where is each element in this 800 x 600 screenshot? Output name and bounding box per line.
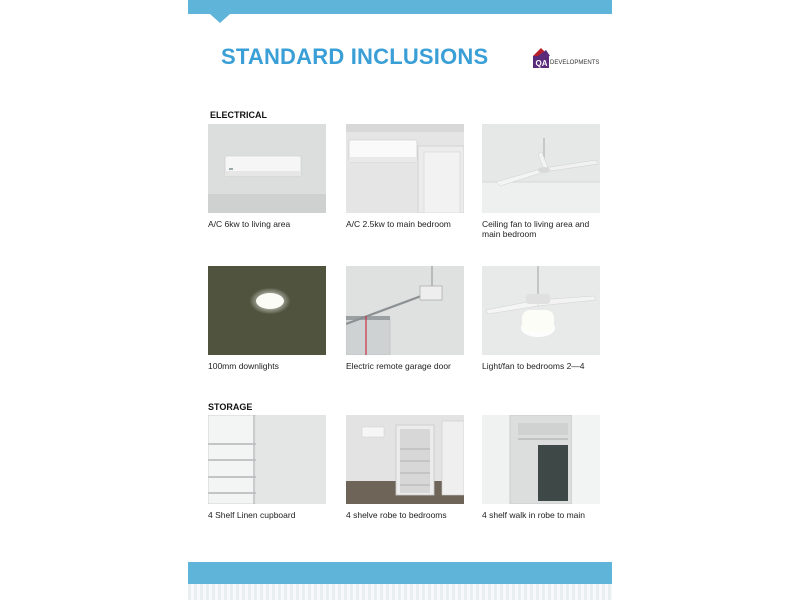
banner-notch xyxy=(210,14,230,23)
caption-light-fan: Light/fan to bedrooms 2—4 xyxy=(482,361,585,371)
ceiling-fan-photo xyxy=(482,124,600,213)
caption-ac-living: A/C 6kw to living area xyxy=(208,219,291,229)
tile-ceiling-fan xyxy=(482,124,600,239)
split-ac-photo xyxy=(208,124,326,213)
caption-ac-bedroom: A/C 2.5kw to main bedroom xyxy=(346,219,451,229)
caption-garage-door: Electric remote garage door xyxy=(346,361,451,371)
caption-downlights: 100mm downlights xyxy=(208,361,279,371)
tile-downlights xyxy=(208,266,326,371)
bottom-stripe xyxy=(188,584,612,600)
company-logo xyxy=(532,46,602,70)
section-label-electrical: ELECTRICAL xyxy=(210,110,267,120)
tile-bedroom-robe xyxy=(346,415,464,520)
tile-walk-in-robe xyxy=(482,415,600,520)
caption-linen-cupboard: 4 Shelf Linen cupboard xyxy=(208,510,296,520)
caption-ceiling-fan: Ceiling fan to living area and main bedroom xyxy=(482,219,590,239)
tile-ac-bedroom xyxy=(346,124,464,229)
tile-light-fan xyxy=(482,266,600,371)
brochure-page xyxy=(188,0,612,600)
logo-text: DEVELOPMENTS xyxy=(550,60,600,66)
tile-ac-living xyxy=(208,124,326,229)
top-banner xyxy=(188,0,612,14)
tile-garage-door xyxy=(346,266,464,371)
downlight-photo xyxy=(208,266,326,355)
split-ac-photo xyxy=(346,124,464,213)
caption-walk-in-robe: 4 shelf walk in robe to main xyxy=(482,510,585,520)
section-label-storage: STORAGE xyxy=(208,402,253,412)
light-fan-photo xyxy=(482,266,600,355)
linen-cupboard-photo xyxy=(208,415,326,504)
walk-in-robe-photo xyxy=(482,415,600,504)
caption-bedroom-robe: 4 shelve robe to bedrooms xyxy=(346,510,447,520)
bottom-banner xyxy=(188,562,612,584)
page-title: STANDARD INCLUSIONS xyxy=(221,44,489,69)
bedroom-robe-photo xyxy=(346,415,464,504)
logo-mark: QA xyxy=(535,59,548,68)
tile-linen-cupboard xyxy=(208,415,326,520)
garage-motor-photo xyxy=(346,266,464,355)
